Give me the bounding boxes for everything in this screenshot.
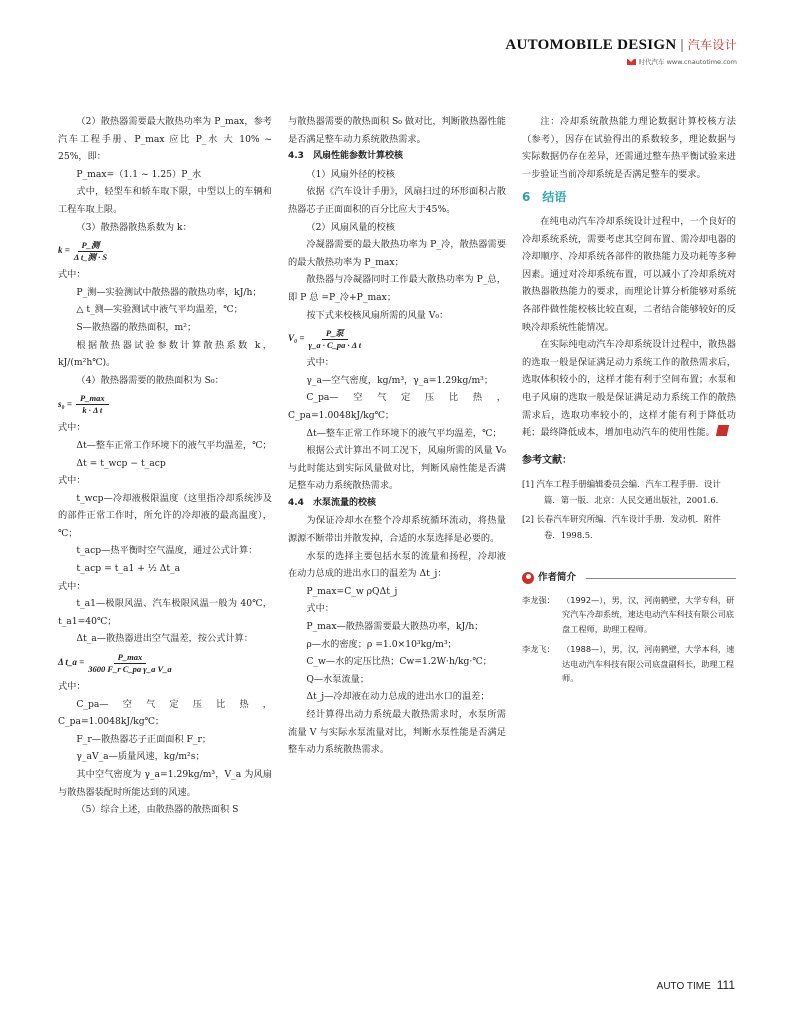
note-paragraph: 注：冷却系统散热能力理论数据计算校核方法（参考），因存在试验得出的系数较多，理论数据与实际数据仍存在差异，还需通过整车热平衡试验来进一步验证当前冷却系统是否满足整车的要求。 — [522, 116, 736, 180]
paragraph: 式中： — [306, 357, 334, 369]
paragraph: t_a1—极限风温、汽车极限风温一般为 40℃，t_a1=40℃； — [58, 598, 272, 627]
paragraph: 为保证冷却水在整个冷却系统循环流动，将热量源源不断带出并散发掉，合适的水泵选择是必要的。 — [288, 515, 506, 545]
paragraph: （4）散热器需要的散热面积为 S₀： — [76, 374, 224, 386]
formula-line: Δt = t_wcp − t_acp — [76, 457, 166, 469]
paragraph: t_acp—热平衡时空气温度，通过公式计算： — [76, 545, 258, 557]
author-bio: （1988—），男，汉，河南鹤壁，大学本科，速达电动汽车科技有限公司底盘副科长，助理工程师。 — [562, 644, 735, 684]
section-heading-4-4: 4.4 水泵流量的校核 — [288, 497, 376, 508]
paragraph: 在纯电动汽车冷却系统设计过程中，一个良好的冷却系统系统，需要考虑其空间布置、需冷却电器的冷却顺序、冷却系统各部件的散热能力及功耗等多种因素。通过对冷却系统布置，可以减小了冷却系统对散热器散热能力的要求，而理论计算分析能够对系统各部件做性能校核比较直观，二者结合能够较好的反映冷却系统性能情况。 — [522, 215, 736, 333]
paragraph: Δt—整车正常工作环境下的液气平均温差，℃； — [76, 439, 272, 451]
paragraph: 式中，轻型车和轿车取下限，中型以上的车辆和工程车取上限。 — [58, 186, 272, 215]
paragraph: 冷凝器需要的最大散热功率为 P_冷，散热器需要的最大散热功率为 P_max； — [288, 239, 506, 268]
journal-subtitle: 时代汽车 www.cnautotime.com — [505, 57, 737, 66]
footer-brand: AUTO TIME — [656, 981, 711, 992]
author-bio: （1992—），男，汉，河南鹤壁，大学专科，研究汽车冷却系统，速达电动汽车科技有限公司底盘工程师，助理工程师。 — [562, 594, 735, 634]
paragraph: （2）散热器需要最大散热功率为 P_max，参考汽车工程手册、P_max 应比 P_水 大 10% ~ 25%，即： — [58, 116, 272, 163]
journal-title: AUTOMOBILE DESIGN | 汽车设计 — [505, 37, 737, 53]
paragraph: Δt_a—散热器进出空气温差，按公式计算： — [76, 633, 253, 645]
paragraph: t_wcp—冷却液极限温度（这里指冷却系统涉及的部件正常工作时，所允许的冷却液的最高温度），℃； — [58, 492, 272, 539]
paragraph: 式中： — [58, 681, 86, 693]
column-3 — [522, 113, 736, 686]
paragraph: γ_aV_a—质量风速，kg/m²s； — [76, 751, 205, 763]
formula-delta-ta: Δ t_a = $\frac{P\_\max}{\text{3600 F\_r C\_pa γ\_a V\_a}}$ — [58, 651, 172, 674]
paragraph: S—散热器的散热面积，m²； — [76, 321, 197, 333]
page-header — [505, 36, 737, 66]
article-end-icon — [716, 425, 729, 436]
paragraph: △ t_测—实验测试中液气平均温差，℃； — [76, 304, 243, 316]
paragraph: （1）风扇外径的校核 — [306, 168, 395, 180]
paragraph: C_pa—空气定压比热，C_pa=1.0048kJ/kg℃； — [58, 698, 272, 728]
formula-k: k = $\frac{\text{P\_测}}{\text{Δ t\_测 · S}}$ — [58, 239, 108, 262]
paragraph: C_pa—空气定压比热，C_pa=1.0048kJ/kg℃； — [288, 392, 506, 421]
paragraph: 经计算得出动力系统最大散热需求时，水泵所需流量 V 与实际水泵流量对比，判断水泵性能是否满足整车动力系统散热需求。 — [288, 709, 506, 756]
author-icon — [522, 572, 534, 584]
page-number: 111 — [716, 978, 735, 992]
author-name: 李龙强： — [522, 594, 555, 605]
formula-line: P_max=（1.1 ~ 1.25）P_水 — [76, 168, 202, 180]
paragraph: P_测—实验测试中散热器的散热功率，kJ/h； — [76, 286, 262, 298]
paragraph: Q—水泵流量； — [306, 673, 370, 685]
paragraph: 根据公式计算出不同工况下，风扇所需的风量 V₀ 与此时能达到实际风量做对比，判断风扇性能是否满足整车动力系统散热需求。 — [288, 445, 506, 492]
column-2 — [288, 113, 506, 759]
column-1 — [58, 113, 272, 819]
paragraph: 在实际纯电动汽车冷却系统设计过程中，散热器的选取一般是保证满足动力系统工作的散热需求后，选取体积较小的，这样才能有利于空间布置；水泵和电子风扇的选取一般是保证满足动力系统工作的散热需求后，选取功率较小的，这样才能有利于降低功耗；最终降低成本，增加电动汽车的使用性能。 — [522, 339, 736, 439]
section-heading-4-3: 4.3 风扇性能参数计算校核 — [288, 151, 403, 162]
author-section-heading: 作者简介 — [522, 569, 736, 587]
formula-v0: V₀ = $\frac{\text{P\_泵}}{\text{γ\_a · C\_pa · Δ t}}$ — [288, 327, 362, 350]
paragraph: （5）综合上述，由散热器的散热面积 S — [76, 804, 239, 816]
journal-title-cn: 汽车设计 — [687, 38, 737, 52]
paragraph: （2）风扇风量的校核 — [306, 221, 395, 233]
paragraph: F_r—散热器芯子正面面积 F_r； — [76, 733, 212, 745]
paragraph: ρ—水的密度；ρ =1.0×10³kg/m³； — [306, 638, 457, 650]
page-footer — [657, 978, 735, 992]
paragraph: （3）散热器散热系数为 k： — [76, 221, 192, 233]
paragraph: P_max—散热器需要最大散热功率，kJ/h； — [306, 621, 484, 633]
paragraph: 与散热器需要的散热面积 S₀ 做对比，判断散热器性能是否满足整车动力系统散热需求。 — [288, 116, 506, 145]
paragraph: 依据《汽车设计手册》，风扇扫过的环形面积占散热器芯子正面面积的百分比应大于45%。 — [288, 186, 506, 215]
mail-icon — [627, 59, 636, 65]
paragraph: C_w—水的定压比热；Cw=1.2W·h/kg·℃； — [306, 656, 492, 668]
author-entry — [522, 642, 736, 686]
paragraph: γ_a—空气密度，kg/m³，γ_a=1.29kg/m³； — [306, 374, 494, 386]
formula-tacp: t_acp = t_a1 + ½ Δt_a — [76, 563, 181, 575]
author-entry — [522, 593, 736, 637]
paragraph: 按下式来校核风扇所需的风量 V₀： — [306, 309, 449, 321]
paragraph: 式中： — [58, 475, 86, 487]
paragraph: 水泵的选择主要包括水泵的流量和扬程，冷却液在动力总成的进出水口的温差为 Δt_j： — [288, 550, 506, 580]
formula-s0: s₀ = $\frac{P\_\max}{\text{k · Δ t}}$ — [58, 389, 272, 419]
paragraph: 式中： — [58, 580, 86, 592]
reference-item: [1] 汽车工程手册编辑委员会编．汽车工程手册．设计篇．第一版．北京：人民交通出版社，2001.6. — [522, 479, 721, 505]
formula-line: P_max=C_w ρQΔt_j — [306, 585, 398, 597]
paragraph: 式中： — [58, 422, 86, 434]
paragraph: 式中： — [58, 269, 86, 281]
paragraph: Δt_j—冷却液在动力总成的进出水口的温差； — [306, 691, 490, 703]
paragraph: 根据散热器试验参数计算散热系数 k，kJ/(m²h℃)。 — [58, 339, 272, 369]
paragraph: 其中空气密度为 γ_a=1.29kg/m³，V_a 为风扇与散热器装配时所能达到的风速。 — [58, 769, 272, 798]
reference-item: [2] 长春汽车研究所编．汽车设计手册．发动机．附件卷．1998.5. — [522, 514, 721, 540]
section-heading-6: 6 结语 — [522, 190, 567, 205]
paragraph: Δt—整车正常工作环境下的液气平均温差，℃； — [306, 427, 502, 439]
paragraph: 散热器与冷凝器同时工作最大散热功率为 P_总，即 P 总 =P_冷+P_max； — [288, 274, 506, 303]
references-heading: 参考文献： — [522, 454, 572, 466]
author-name: 李龙飞： — [522, 644, 555, 655]
paragraph: 式中： — [306, 603, 334, 615]
